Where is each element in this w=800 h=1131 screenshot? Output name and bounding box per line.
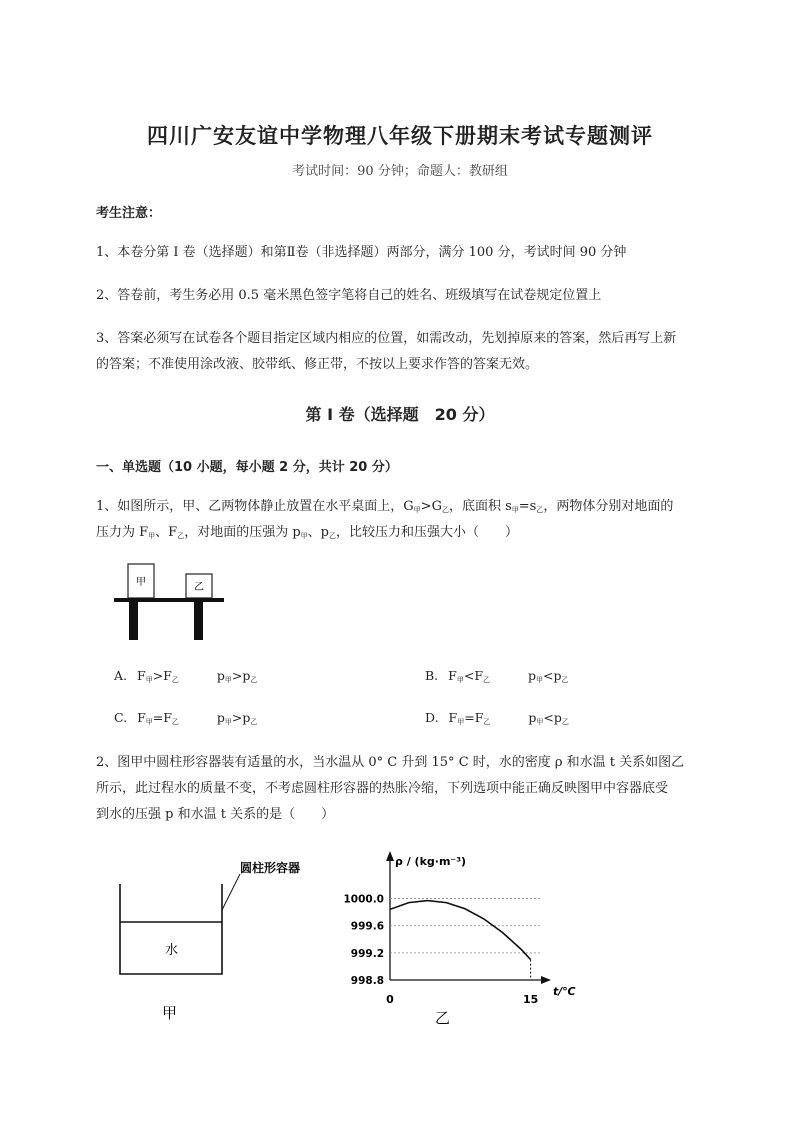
q1-number: 1、 — [96, 499, 118, 514]
container-leader-line — [222, 874, 240, 910]
y-tick-label: 999.2 — [350, 947, 384, 960]
notice-item-3-cont: 的答案；不准使用涂改液、胶带纸、修正带，不按以上要求作答的答案无效。 — [96, 357, 539, 372]
option-sub: 乙 — [171, 718, 179, 726]
q1-sub: 乙 — [536, 506, 544, 514]
block-jia-label: 甲 — [136, 577, 146, 588]
question-2-line-3: 到水的压强 p 和水温 t 关系的是（ ） — [96, 807, 335, 822]
q1-sub: 甲 — [300, 532, 308, 540]
option-sub: 甲 — [456, 676, 464, 684]
question-1-line-1 — [96, 494, 750, 523]
q1-sub: 甲 — [148, 532, 156, 540]
q1-sub: 甲 — [413, 506, 421, 514]
figure-yi-chart — [335, 845, 585, 1030]
figure-jia — [110, 852, 330, 1027]
page-title: 四川广安友谊中学物理八年级下册期末考试专题测评 — [147, 124, 653, 148]
x-axis-label: t/℃ — [553, 985, 576, 998]
water-label: 水 — [165, 943, 179, 958]
figure-yi-caption: 乙 — [435, 1009, 451, 1027]
section-title: 第 I 卷（选择题 20 分） — [305, 405, 495, 424]
option-text: =F — [464, 710, 484, 725]
question-1-line-2 — [96, 520, 750, 549]
y-tick-label: 1000.0 — [343, 893, 384, 906]
option-sub: 乙 — [561, 718, 569, 726]
option-sub: 乙 — [250, 718, 258, 726]
option-sub: 甲 — [224, 718, 232, 726]
q1-sub: 乙 — [441, 506, 449, 514]
q1-sub: 乙 — [177, 532, 185, 540]
q1-text: ，对地面的压强为 p — [184, 525, 301, 540]
q1-text: 如图所示，甲、乙两物体静止放置在水平桌面上，G — [117, 499, 414, 514]
option-d-label: D. — [425, 710, 439, 725]
figure-jia-caption: 甲 — [162, 1004, 178, 1022]
q1-text: ，比较压力和压强大小（ ） — [335, 525, 518, 540]
option-text: F — [137, 710, 146, 725]
option-b[interactable] — [425, 668, 568, 685]
option-text: p — [528, 710, 537, 725]
option-text: p — [216, 710, 225, 725]
option-c-label: C. — [114, 710, 128, 725]
x-tick-label: 15 — [522, 993, 539, 1006]
option-b-label: B. — [425, 668, 439, 683]
notice-item-2: 2、答卷前，考生务必用 0.5 毫米黑色签字笔将自己的姓名、班级填写在试卷规定位置上 — [96, 288, 602, 303]
option-text: p — [216, 668, 225, 683]
question-2-line-2: 所示，此过程水的质量不变，不考虑圆柱形容器的热胀冷缩，下列选项中能正确反映图甲中容器底受 — [96, 781, 669, 796]
option-sub: 乙 — [250, 676, 258, 684]
notice-heading: 考生注意： — [96, 206, 162, 221]
option-a-label: A. — [114, 668, 128, 683]
block-yi-label: 乙 — [194, 582, 204, 593]
notice-item-3: 3、答案必须写在试卷各个题目指定区域内相应的位置，如需改动，先划掉原来的答案，然后再写上新 — [96, 331, 677, 346]
q1-sub: 乙 — [328, 532, 336, 540]
option-text: <p — [543, 710, 562, 725]
option-text: F — [448, 710, 458, 725]
y-axis-label: ρ / (kg·m⁻³) — [395, 855, 467, 868]
option-sub: 乙 — [171, 676, 179, 684]
option-text: =F — [152, 710, 172, 725]
question-2-line-1: 2、图甲中圆柱形容器装有适量的水，当水温从 0° C 升到 15° C 时，水的密度 ρ 和水温 t 关系如图乙 — [96, 755, 685, 770]
option-sub: 乙 — [561, 676, 569, 684]
q1-text: =s — [518, 499, 537, 514]
density-curve — [390, 901, 531, 960]
y-tick-label: 998.8 — [350, 975, 384, 987]
y-axis-arrow — [386, 851, 394, 861]
option-text: >F — [152, 668, 172, 683]
container-label: 圆柱形容器 — [240, 861, 301, 875]
option-sub: 甲 — [224, 676, 232, 684]
option-sub: 甲 — [145, 676, 153, 684]
option-sub: 甲 — [457, 718, 465, 726]
table-leg-right — [194, 602, 203, 640]
option-sub: 甲 — [536, 676, 543, 684]
option-text: <p — [543, 668, 562, 683]
option-sub: 乙 — [483, 676, 490, 684]
option-a[interactable] — [114, 668, 257, 685]
y-tick-label: 999.6 — [350, 920, 384, 933]
table-leg-left — [129, 602, 138, 640]
x-tick-label: 0 — [386, 993, 394, 1006]
option-sub: 甲 — [145, 718, 153, 726]
option-text: >p — [231, 668, 251, 683]
q1-text: ，两物体分别对地面的 — [543, 499, 674, 514]
q1-text: 、p — [307, 525, 329, 540]
q1-text: ，底面积 s — [448, 499, 512, 514]
q1-figure — [110, 562, 230, 644]
option-text: F — [448, 668, 457, 683]
option-d[interactable] — [425, 710, 569, 727]
notice-item-1: 1、本卷分第 I 卷（选择题）和第Ⅱ卷（非选择题）两部分，满分 100 分，考试时间 90 分钟 — [96, 245, 627, 260]
q1-text: 、F — [155, 525, 178, 540]
option-text: p — [527, 668, 536, 683]
option-c[interactable] — [114, 710, 257, 727]
x-axis-arrow — [541, 976, 551, 984]
q1-text: >G — [420, 499, 442, 514]
page-subtitle: 考试时间：90 分钟；命题人：教研组 — [292, 164, 508, 179]
option-sub: 乙 — [483, 718, 491, 726]
option-text: >p — [231, 710, 251, 725]
option-text: F — [137, 668, 146, 683]
container-outline — [120, 884, 222, 974]
q1-text: 压力为 F — [96, 525, 149, 540]
part-title: 一、单选题（10 小题，每小题 2 分，共计 20 分） — [96, 460, 398, 475]
q1-sub: 甲 — [511, 506, 519, 514]
option-text: <F — [463, 668, 483, 683]
table-top — [114, 598, 224, 602]
option-sub: 甲 — [536, 718, 544, 726]
